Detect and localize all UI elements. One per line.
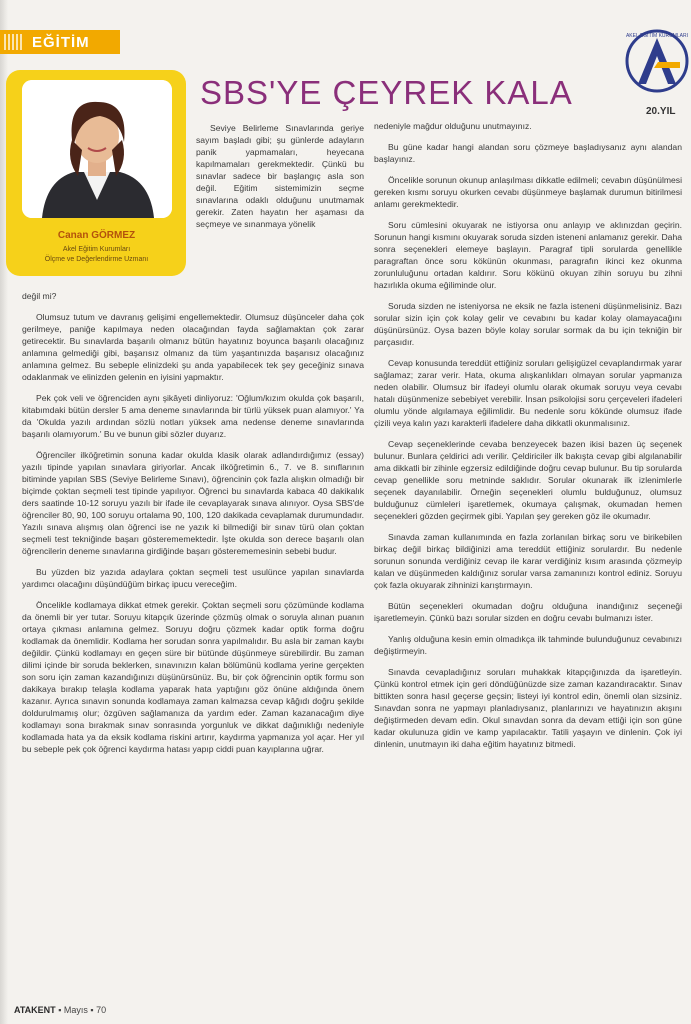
paragraph: Bu yüzden biz yazıda adaylara çoktan seçmeli test usulünce yapılan sınavlarda yardımcı olacağını düşündüğüm birkaç ipucu vereceğim. [22,567,364,589]
footer-issue: Mayıs ▪ 70 [63,1005,107,1015]
paragraph: değil mi? [22,291,57,301]
logo-text: AKEL EĞİTİM KURUMLARI [625,33,689,39]
paragraph: Öncelikle sorunun okunup anlaşılması dikkatle edilmeli; cevabın düşünülmesi gereken kısmı soruyu okurken cevabı düşünmeye başlamak durumun bitirilmesi anlamı gerekmektedir. [374,175,682,209]
paragraph: Soruda sizden ne isteniyorsa ne eksik ne fazla isteneni düşünmelisiniz. Bazı sorular sizin için çok kolay gelir ve cevabını bu kadar kolay olamayacağını düşünürsünüz. Oysa bazen böyle kolay sorular sormak da bu için tekniğin bir parçasıdır. [374,301,682,347]
paragraph: Bu güne kadar hangi alandan soru çözmeye başladıysanız aynı alandan başlayınız. [374,142,682,164]
logo-year: 20.YIL [646,106,676,117]
footer-brand: ATAKENT [14,1005,56,1015]
paragraph: Soru cümlesini okuyarak ne istiyorsa onu anlayıp ve aklınızdan geçirin. Sorunun hangi kısmını okuyarak soruda sizden isteneni anlamanız gerekir. Daha sonra seçenekleri elemeye başlayın. Paragraf tipli sorularda genellikle paragraftan önce soru kökünün okunması, paragrafın ikinci kez okunma zorunluluğunu ortadan kaldırır. Soru kökünü okuyan zihin soruyu bu zihni hazırlıkla okuma eğiliminde olur. [374,220,682,290]
paragraph: Pek çok veli ve öğrenciden aynı şikâyeti dinliyoruz: 'Oğlum/kızım okulda çok başarılı, kitabımdaki bütün dersler 5 ama deneme sınavlarında bir türlü yüksek puan alamıyor.' Ya da 'Okulda yazılı ardından sözlü notları yüksek ama nedense deneme sınavlarında başarılı olamıyorum.' Bu ve bunun gibi sözler duyarız. [22,393,364,439]
article-headline: SBS'YE ÇEYREK KALA [200,74,573,111]
paragraph: Sınavda cevapladığınız soruları muhakkak kitapçığınızda da işaretleyin. Çünkü kontrol etmek için geri döndüğünüzde size zaman kazandıracaktır. Sınav bittikten sonra hasıl geçerse geçsin; listeyi iyi kontrol edin, önemli olan sizsiniz. Sınavdan sonra ne yapmayı planladıysanız, planlarınızı ve hayatınızın akışını değiştirmeden devam edin. Okul sınavdan sonra da devam ettiği için son güne kadar okulunuza gidin ve kamp yapılacaktır. Tatili yaşayın ve dinlenin. Çok iyi dinlenin, unutmayın iki daha eğitim hayatınız bitmedi. [374,667,682,749]
paragraph: nedeniyle mağdur olduğunu unutmayınız. [374,121,532,131]
paragraph: Cevap seçeneklerinde cevaba benzeyecek bazen ikisi bazen üç seçenek bulunur. Bunlara çeldirici adı verilir. Çeldiriciler ilk bakışta cevap gibi algılanabilir ama dikkatli bir zihinle egzersiz edildiğinde doğru cevap bulunur. Bu tip sorularda cevap genellikle soru metninde saklıdır. Sorular okunarak ilk izlenimlerle seçenek dayanılabilir. Örneğin seçenekleri olumlu bulduğunuz, olumsuz bulduğunuz cümleleri işaretlemek, okumaya çalışmak, okumadan hemen seçenekleri gözden geçirmek gibi. Yapılan şey gereken göz ile okumadır. [374,439,682,521]
section-tab [0,30,120,54]
article-column-1 [22,290,364,764]
akel-logo-icon [624,28,690,94]
author-role-line1: Akel Eğitim Kurumları [62,246,131,253]
paragraph: Yanlış olduğuna kesin emin olmadıkça ilk tahminde bulunduğunuz cevabınızı değiştirmeyin. [374,634,682,656]
section-label: EĞİTİM [32,33,90,51]
dotted-pattern-icon [4,34,24,50]
footer-separator: ▪ [58,1005,62,1015]
paragraph: Sınavda zaman kullanımında en fazla zorlanılan birkaç soru ve birikebilen birkaç değil birkaç bildiğinizi ama tereddüt ettiğiniz sorulardır. Bu nedenle sorunun sonunda verdiğiniz cevap ile karar verdiğiniz kısım arasında çözmeyip kalan ve düşünmeden kaldığınız sorular varsa zamanınızı kontrol ediniz. Soruyu çok fazla okuyarak zihninizi karıştırmayın. [374,532,682,590]
author-portrait-icon [22,80,172,218]
paragraph: Öğrenciler ilköğretimin sonuna kadar okulda klasik olarak adlandırdığımız (essay) yazılı tipinde yapılan sınavlara giriyorlar. Ancak ilköğretimin 6., 7. ve 8. sınıflarının bitiminde yapılan SBS (Seviye Belirleme Sınavı), öğrencinin çok fazla alışkın olmadığı bir biçimde çoktan seçmeli test tipinde yapılıyor. Öğrenci bu sınavlarda kabaca 40 dakikalık ders saatinde 10-12 soruyu yazılı bir ifade ile cevaplayarak sınava alınıyor. Oysa SBS'de öğrenciler 80, 90, 100 soruyu ortalama 90, 100, 120 dakikada cevaplamak durumundadır. Yazılı sınava alışmış olan öğrenci ise ne yazık ki bilmediği bir sınav türü olan çoktan seçmeli test tekniğinde başarı gösterememektedir. İşte okulda son derece başarılı olan öğrencilerin deneme sınavlarına girdiğinde başarı gösterememesinin sebebi budur. [22,450,364,556]
paragraph: Seviye Belirleme Sınavlarında geriye sayım başladı gibi; şu günlerde adayların panik yapmamaları, heyecana kapılmamaları gerekmektedir. Çünkü bu sınavlar sadece bir başlangıç asla son değil. Eğitim sistemimizin seçme sınavlarına odaklı olduğunu unutmamak gerekir. Zaten hayatın her aşaması da seçmeye ve sınanmaya yönelik [196,123,364,229]
author-name: Canan GÖRMEZ [57,230,136,241]
paragraph: Cevap konusunda tereddüt ettiğiniz soruları gelişigüzel cevaplandırmak yarar sağlamaz; zarar verir. Hata, okuma alışkanlıkları olmayan sorular yapmanıza neden olabilir. Olumsuz bir ifadeyi olumlu olarak okumak soruyu veya cevabı hatalı düşünmenize sebebiyet verebilir. İnsan psikolojisi soru çerçeveleri ifadeleri olumlu yönde algılamaya eğilimlidir. Bu nedenle soru kökünde olumsuz ifade çizili veya kalın yazı karakterli ifadelere daha dikkatli okunmalısınız. [374,358,682,428]
paragraph: Öncelikle kodlamaya dikkat etmek gerekir. Çoktan seçmeli soru çözümünde kodlama da önemli bir yer tutar. Soruyu kitapçık üzerinde çözmüş olmak o soruyla alınan puanın ortaya çıkması anlamına gelmez. Soruyu doğru çözmek kadar optik forma doğru kodlamak da önemlidir. Kodlama her sorudan sonra yapılmalıdır. Bu asla bir zaman kaybı değildir. Çünkü kodlamayı en geçen süre bir bütünde düşünmeye sürebilirdir. Bu zaman dilimi içinde bir soruda beklerken, sınavınızın kalan bölümünü kodlama yerine gerçekten son soru için zaman kazandığınızı düşünürsünüz. Bu, bir çok öğrencinin optik formu son dakikaya bırakıp telaşla kodlama yaparak hata yaptığını göz önüne aldığında önem kazanır. Ayrıca sınavın sonunda kodlamaya zaman kalmazsa cevap kâğıdı doğru şekilde doldurulmamış olur; özgüven sağlamanıza da yardım eder. Zaman kazanacağım diye kodlamayı sona bırakmak sınav sonrasında yorgunluk ve dikkat dağınıklığı nedeniyle kodlamada hata ya da eksik kodlama riskini artırır, kaydırma yapmanıza yol açar. Her yıl bu sebeple pek çok öğrenci kaydırma hatası yapıp ciddi puan kayıplarına uğrar. [22,600,364,754]
author-photo [22,80,172,218]
page-footer [14,1005,106,1015]
author-role-line2: Ölçme ve Değerlendirme Uzmanı [44,256,149,263]
article-column-1-top [196,122,364,239]
paragraph: Bütün seçenekleri okumadan doğru olduğuna inandığınız seçeneği işaretlemeyin. Çünkü bazı sorular sizden en doğru cevabı bulmanızı ister. [374,601,682,623]
paragraph: Olumsuz tutum ve davranış gelişimi engellemektedir. Olumsuz düşünceler daha çok gerilmeye, paniğe kapılmaya neden olacağından fayda sağlamaktan çok zarar getirecektir. Bu sınavlarda başarılı olmanız bütün hayatınız boyunca başarılı olacağınız anlamına gelmediği gibi, başarısız olmanız da tüm yaşantınızda başarısız olacağınız anlamına gelmez. Bu sebeple elinizdeki şu anda yapabilecek tek şey geceğiniz sınava odaklanmak ve elinizden gelenin en iyisini yapmaktır. [22,312,364,382]
article-column-2 [374,120,682,759]
